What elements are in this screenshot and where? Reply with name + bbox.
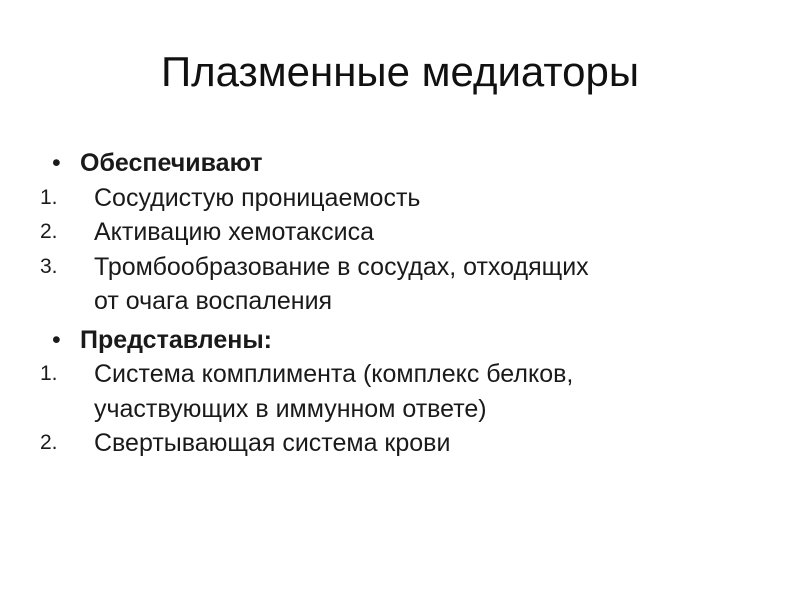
list-item	[40, 426, 760, 461]
list-item-text: Тромбообразование в сосудах, отходящих	[94, 252, 589, 281]
bullet-heading-represented	[40, 323, 760, 358]
list-number: 1.	[40, 185, 58, 209]
bullet-heading-text: Представлены:	[80, 325, 273, 354]
list-number: 1.	[40, 362, 58, 385]
list-item-text: Свертывающая система крови	[94, 429, 451, 457]
list-number: 3.	[40, 254, 58, 278]
list-item-text: Сосудистую проницаемость	[94, 183, 421, 212]
bullet-heading-provide	[40, 146, 760, 181]
list-item-text: Система комплимента (комплекс белков,	[94, 360, 574, 388]
list-number: 2.	[40, 220, 58, 243]
list-number: 2.	[40, 431, 58, 454]
list-item	[40, 181, 760, 216]
list-item	[40, 357, 760, 426]
bullet-heading-text: Обеспечивают	[80, 149, 263, 177]
list-item	[40, 250, 760, 319]
list-item	[40, 215, 760, 250]
list-item-text: Активацию хемотаксиса	[94, 218, 375, 246]
slide-body	[40, 144, 760, 461]
list-item-text-continuation: участвующих в иммунном ответе)	[94, 394, 487, 423]
bullet-marker: •	[52, 325, 61, 354]
slide-title: Плазменные медиаторы	[160, 48, 640, 95]
list-item-text-continuation: от очага воспаления	[94, 287, 333, 315]
bullet-marker: •	[52, 149, 61, 177]
